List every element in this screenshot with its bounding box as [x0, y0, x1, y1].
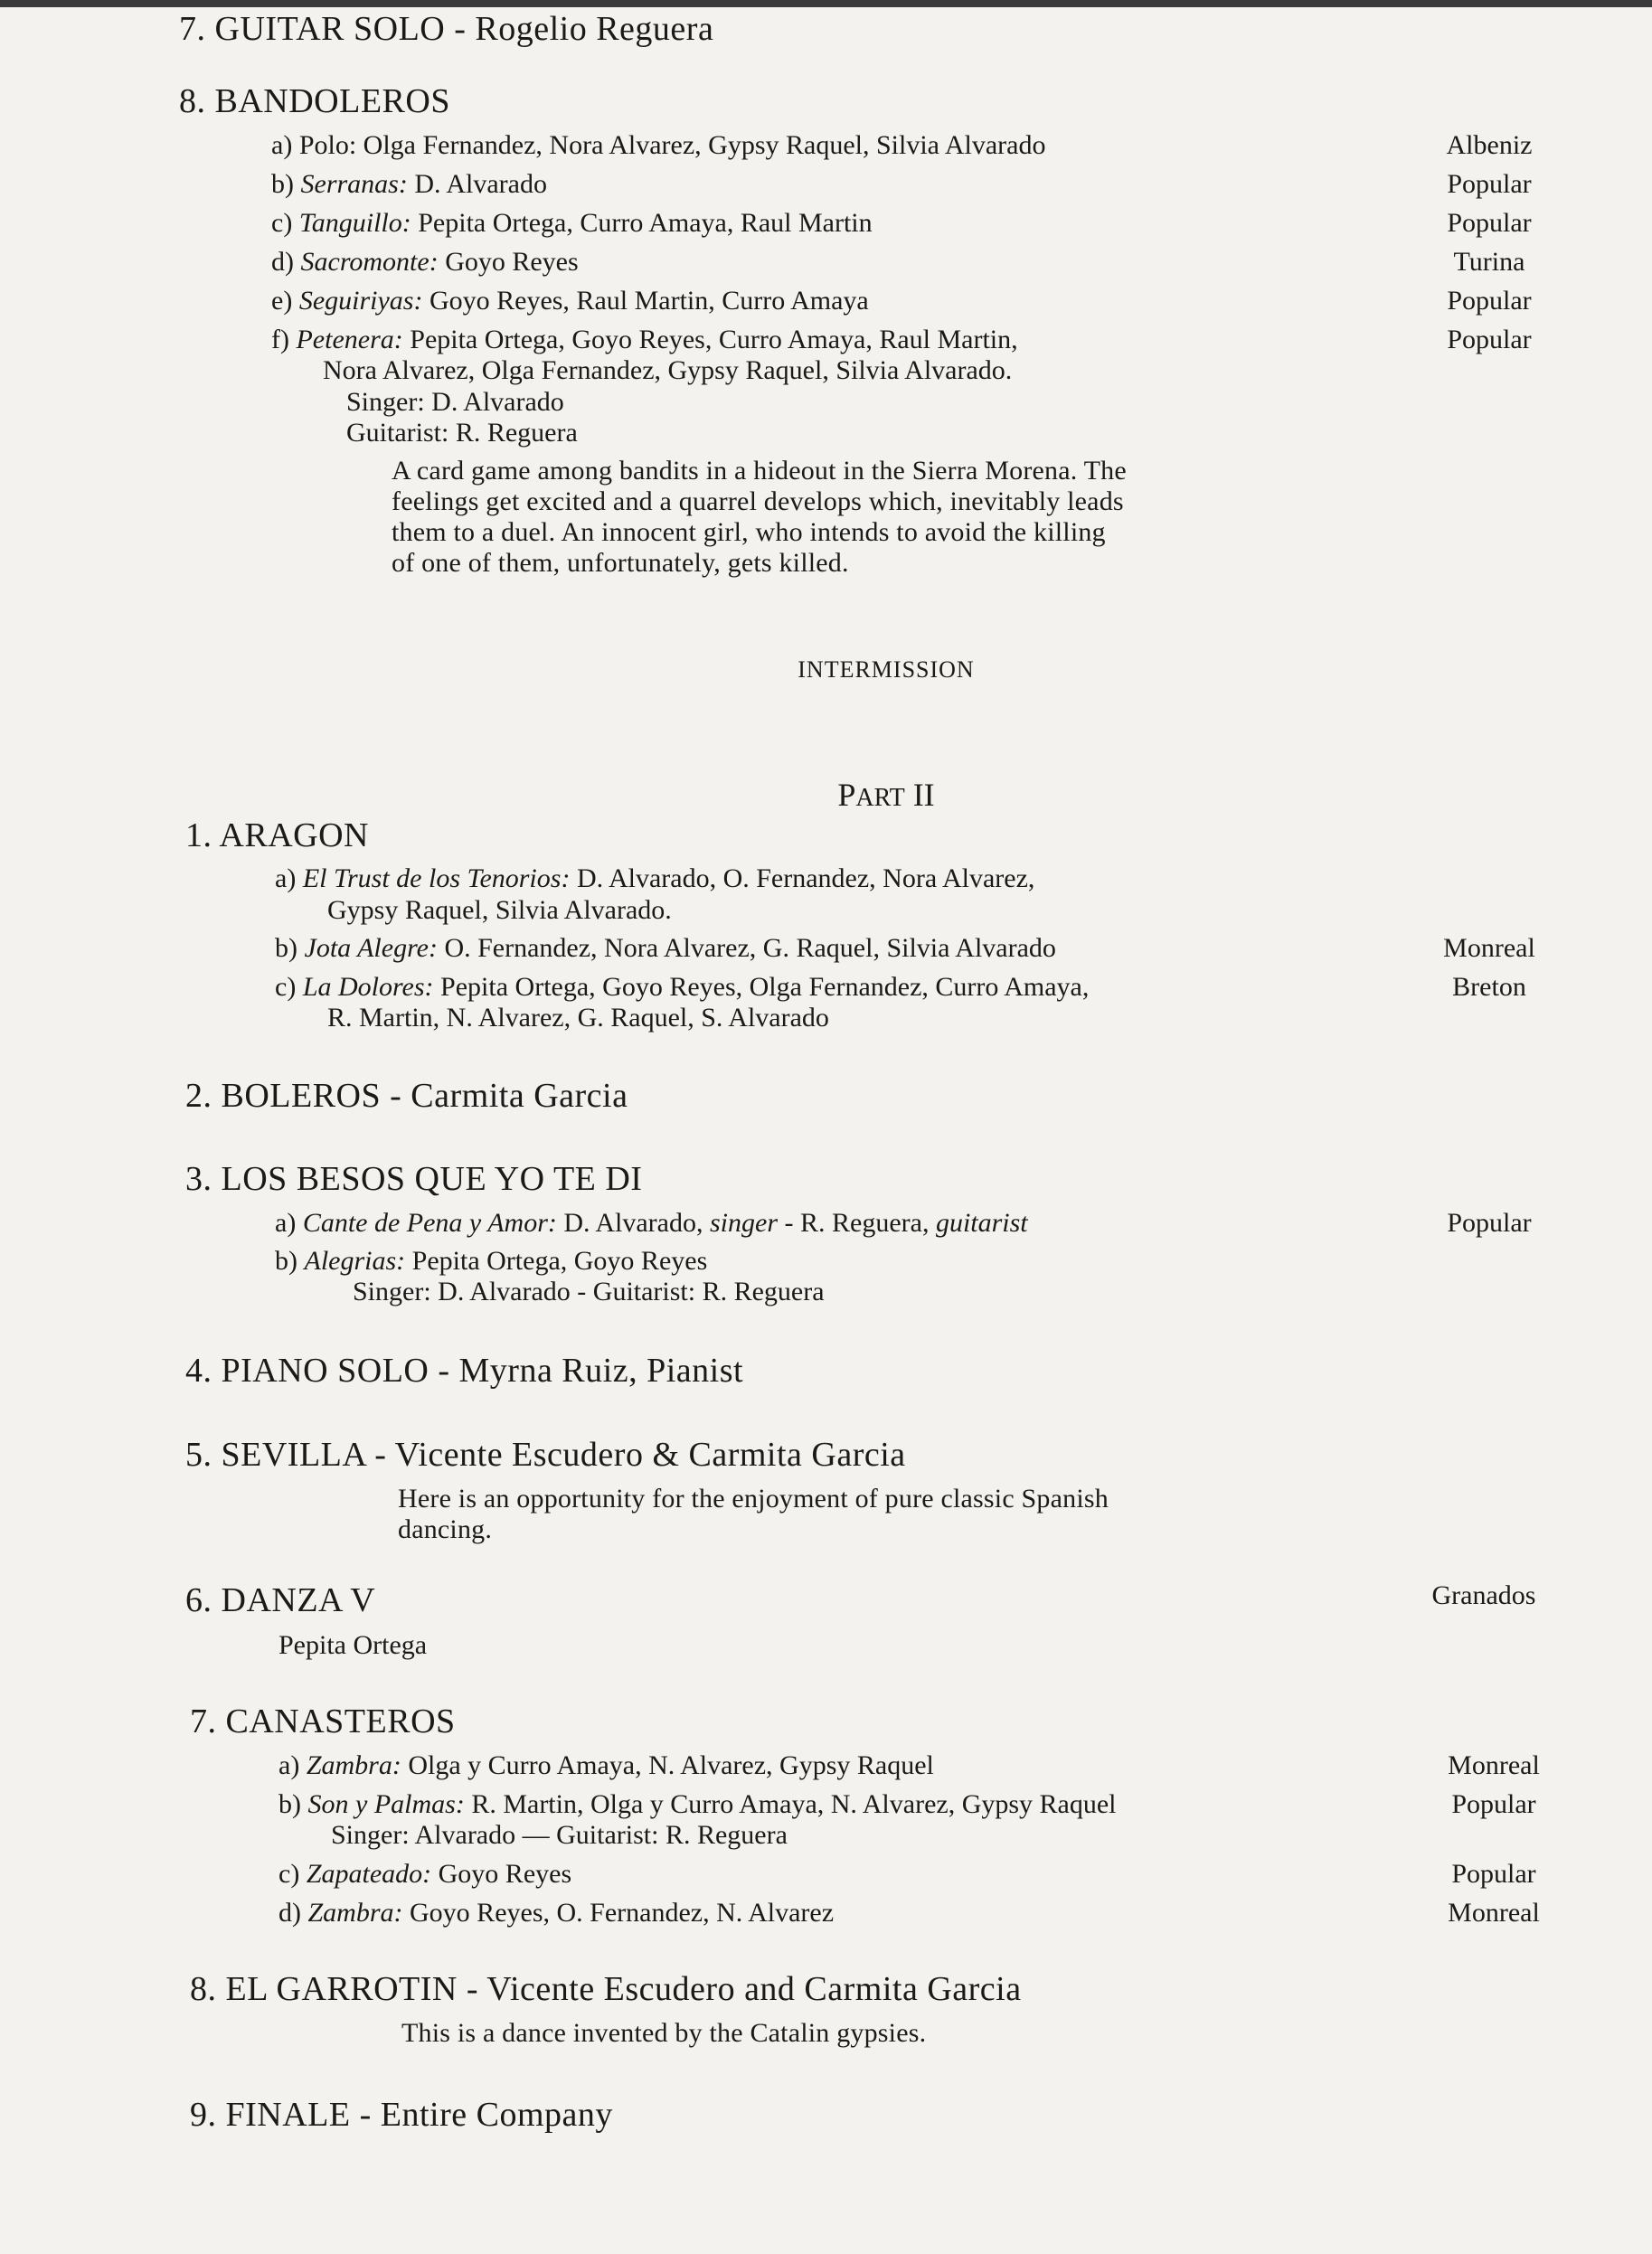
- composer: Popular: [1447, 208, 1532, 238]
- item-title: GUITAR SOLO - Rogelio Reguera: [214, 10, 714, 48]
- program-item-6: 6. DANZA V: [185, 1581, 376, 1619]
- sub-item-c-continued: R. Martin, N. Alvarez, G. Raquel, S. Alvarado: [327, 1003, 829, 1033]
- program-item-7: 7. CANASTEROS: [190, 1702, 456, 1740]
- sub-item-c: c) Zapateado: Goyo Reyes: [278, 1859, 572, 1889]
- sub-item-c: c) Tanguillo: Pepita Ortega, Curro Amaya, Raul Martin: [271, 208, 873, 238]
- composer: Granados: [1431, 1580, 1536, 1610]
- sub-item-a-continued: Gypsy Raquel, Silvia Alvarado.: [327, 895, 672, 925]
- sub-item-d: d) Zambra: Goyo Reyes, O. Fernandez, N. Alvarez: [278, 1898, 835, 1928]
- sub-item-b-continued: Singer: D. Alvarado - Guitarist: R. Reguera: [353, 1277, 825, 1306]
- composer: Popular: [1447, 286, 1532, 316]
- program-item-8: [179, 81, 450, 121]
- composer: Popular: [1447, 1208, 1532, 1238]
- sub-item-b: b) Serranas: D. Alvarado: [271, 169, 547, 199]
- composer: Monreal: [1448, 1750, 1540, 1780]
- item-title: BANDOLEROS: [214, 82, 450, 120]
- description-line: them to a duel. An innocent girl, who intends to avoid the killing: [392, 517, 1106, 547]
- composer: Popular: [1451, 1789, 1536, 1819]
- sub-item-d: d) Sacromonte: Goyo Reyes: [271, 247, 579, 277]
- sub-item-f-continued: Nora Alvarez, Olga Fernandez, Gypsy Raquel, Silvia Alvarado.: [323, 355, 1013, 385]
- guitarist-credit: Guitarist: R. Reguera: [346, 418, 578, 448]
- description-line: of one of them, unfortunately, gets killed.: [392, 548, 849, 578]
- composer: Monreal: [1443, 933, 1535, 963]
- page-top-edge: [0, 0, 1652, 7]
- sub-item-b-continued: Singer: Alvarado — Guitarist: R. Reguera: [331, 1820, 788, 1850]
- composer: Breton: [1452, 972, 1526, 1002]
- performer: Pepita Ortega: [278, 1630, 428, 1660]
- program-item-1: 1. ARAGON: [185, 816, 369, 854]
- singer-credit: Singer: D. Alvarado: [346, 387, 564, 417]
- composer: Monreal: [1448, 1898, 1540, 1928]
- composer: Popular: [1447, 169, 1532, 199]
- description-line: feelings get excited and a quarrel develops which, inevitably leads: [392, 486, 1124, 516]
- sub-item-a: a) Zambra: Olga y Curro Amaya, N. Alvarez, Gypsy Raquel: [278, 1750, 934, 1780]
- program-item-2: 2. BOLEROS - Carmita Garcia: [185, 1077, 628, 1115]
- description-line: This is a dance invented by the Catalin gypsies.: [401, 2018, 927, 2048]
- composer: Albeniz: [1446, 130, 1533, 160]
- program-item-5: 5. SEVILLA - Vicente Escudero & Carmita Garcia: [185, 1436, 906, 1474]
- sub-item-b: b) Jota Alegre: O. Fernandez, Nora Alvarez, G. Raquel, Silvia Alvarado: [275, 933, 1056, 963]
- program-item-4: 4. PIANO SOLO - Myrna Ruiz, Pianist: [185, 1352, 744, 1390]
- sub-item-c: c) La Dolores: Pepita Ortega, Goyo Reyes, Olga Fernandez, Curro Amaya,: [275, 972, 1090, 1002]
- sub-item-e: e) Seguiriyas: Goyo Reyes, Raul Martin, Curro Amaya: [271, 286, 869, 316]
- sub-item-a: a) El Trust de los Tenorios: D. Alvarado, O. Fernandez, Nora Alvarez,: [275, 863, 1035, 893]
- program-item-7: [179, 9, 713, 49]
- description-line: A card game among bandits in a hideout in the Sierra Morena. The: [392, 456, 1127, 486]
- program-item-3: 3. LOS BESOS QUE YO TE DI: [185, 1160, 643, 1198]
- sub-item-b: b) Alegrias: Pepita Ortega, Goyo Reyes: [275, 1246, 708, 1276]
- composer: Turina: [1453, 247, 1525, 277]
- sub-item-f: f) Petenera: Pepita Ortega, Goyo Reyes, Curro Amaya, Raul Martin,: [271, 325, 1018, 354]
- program-item-8: 8. EL GARROTIN - Vicente Escudero and Carmita Garcia: [190, 1970, 1022, 2008]
- item-number: 7.: [179, 10, 206, 48]
- description-line: Here is an opportunity for the enjoyment of pure classic Spanish: [398, 1484, 1109, 1514]
- sub-item-b: b) Son y Palmas: R. Martin, Olga y Curro Amaya, N. Alvarez, Gypsy Raquel: [278, 1789, 1117, 1819]
- item-number: 8.: [179, 82, 206, 120]
- sub-item-a: a) Cante de Pena y Amor: D. Alvarado, singer - R. Reguera, guitarist: [275, 1208, 1028, 1238]
- part-two-heading: PART II: [837, 777, 935, 813]
- description-line: dancing.: [398, 1514, 493, 1544]
- program-item-9: 9. FINALE - Entire Company: [190, 2096, 613, 2134]
- composer: Popular: [1447, 325, 1532, 354]
- intermission-heading: INTERMISSION: [798, 656, 975, 683]
- composer: Popular: [1451, 1859, 1536, 1889]
- sub-item-a: a) Polo: Olga Fernandez, Nora Alvarez, Gypsy Raquel, Silvia Alvarado: [271, 130, 1046, 160]
